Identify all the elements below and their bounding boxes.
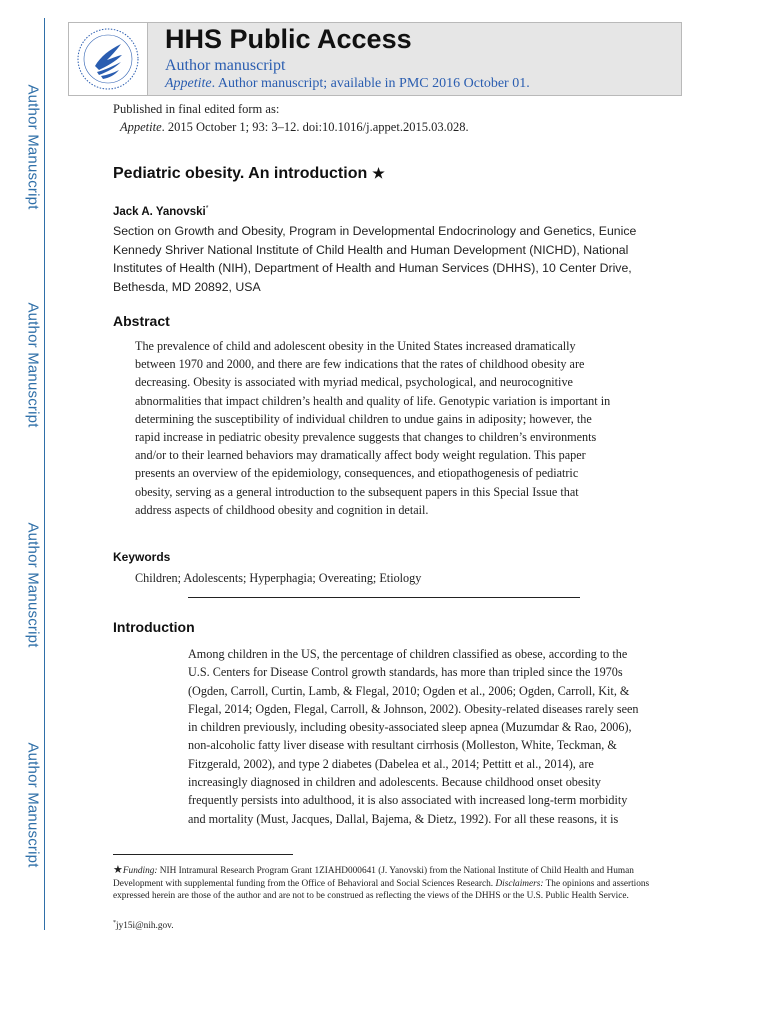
published-label: Published in final edited form as: xyxy=(113,102,280,116)
keywords-divider xyxy=(188,597,580,598)
abstract-line: between 1970 and 2000, and there are few indications that the rates of childhood obesity are xyxy=(135,357,585,372)
abstract-line: address aspects of childhood obesity and cognition in detail. xyxy=(135,502,429,517)
abstract-line: determining the susceptibility of individual children to undue gains in adiposity; however, the xyxy=(135,411,592,426)
publication-info xyxy=(113,100,469,136)
introduction-line: in children previously, including obesity-associated sleep apnea (Muzumdar & Rao, 2006), xyxy=(188,720,632,735)
introduction-line: Among children in the US, the percentage of children classified as obese, according to the xyxy=(188,647,628,661)
abstract-line: The prevalence of child and adolescent obesity in the United States increased dramatically xyxy=(135,339,576,353)
abstract-line: obesity, serving as a general introduction to the subsequent papers in this Special Issue that xyxy=(135,484,579,499)
hhs-header-banner xyxy=(68,22,682,96)
abstract-line: abnormalities that impact children’s health and quality of life. Genotypic variation is important in xyxy=(135,393,611,408)
hhs-public-access-title: HHS Public Access xyxy=(165,24,412,54)
title-footnote-marker[interactable]: ★ xyxy=(372,165,385,181)
affiliation-line: Bethesda, MD 20892, USA xyxy=(113,279,261,294)
keywords-list: Children; Adolescents; Hyperphagia; Overeating; Etiology xyxy=(135,571,422,585)
journal-availability: Appetite. Author manuscript; available in PMC 2016 October 01. xyxy=(165,76,530,91)
introduction-line: U.S. Centers for Disease Control growth standards, has more than tripled since the 1970s xyxy=(188,665,623,680)
abstract-line: presents an overview of the epidemiology, consequences, and etiopathogenesis of pediatric xyxy=(135,466,579,481)
hhs-logo xyxy=(69,23,148,95)
abstract-line: rapid increase in pediatric obesity prevalence suggests that changes to children’s environments xyxy=(135,430,597,445)
article-title: Pediatric obesity. An introduction ★ xyxy=(113,165,385,182)
introduction-body xyxy=(188,645,658,828)
affiliation-line: Kennedy Shriver National Institute of Child Health and Human Development (NICHD), National xyxy=(113,242,629,257)
email-footnote: *jy15i@nih.gov. xyxy=(113,920,174,932)
introduction-line: Fitzgerald, 2002), and type 2 diabetes (Dabelea et al., 2014; Pettitt et al., 2014), are xyxy=(188,756,594,771)
introduction-line: frequently persists into adulthood, it is also associated with increased long-term morbidity xyxy=(188,793,628,808)
introduction-line: Flegal, 2014; Ogden, Flegal, Carroll, & Johnson, 2002). Obesity-related diseases rarely seen xyxy=(188,701,639,716)
sidebar-divider xyxy=(44,18,45,930)
keywords-heading: Keywords xyxy=(113,550,171,564)
introduction-heading: Introduction xyxy=(113,619,195,635)
footnote-divider xyxy=(113,854,293,855)
abstract-heading: Abstract xyxy=(113,313,170,329)
affiliation-line: Section on Growth and Obesity, Program in Developmental Endocrinology and Genetics, Eunice xyxy=(113,224,637,238)
author-manuscript-subtitle: Author manuscript xyxy=(165,57,286,74)
hhs-eagle-seal-icon xyxy=(75,26,141,92)
author-footnote-marker[interactable]: * xyxy=(205,205,209,212)
affiliation-line: Institutes of Health (NIH), Department of Health and Human Services (DHHS), 10 Center Drive, xyxy=(113,261,632,275)
introduction-line: (Ogden, Carroll, Curtin, Lamb, & Flegal, 2010; Ogden et al., 2006; Ogden, Carroll, Kit, & xyxy=(188,683,630,698)
citation: Appetite. 2015 October 1; 93: 3–12. doi:10.1016/j.appet.2015.03.028. xyxy=(120,120,469,134)
introduction-line: non-alcoholic fatty liver disease with resultant cirrhosis (Molleston, White, Teckman, & xyxy=(188,738,617,753)
abstract-line: and/or to their learned behaviors may dramatically affect body weight regulation. This paper xyxy=(135,448,586,463)
funding-footnote-marker: ★ xyxy=(113,864,123,876)
author-name: Jack A. Yanovski* xyxy=(113,205,209,218)
funding-footnote: ★Funding: NIH Intramural Research Program Grant 1ZIAHD000641 (J. Yanovski) from the National Institute of Child Health and Human Development with supplemental funding from the Office of Behavioral and Social Sciences Research. Disclaimers: The opinions and assertions expressed herein are those of the author and are not to be construed as reflecting the views of the DHHS or the U.S. Public Health Service. xyxy=(113,864,650,901)
journal-name: Appetite xyxy=(165,76,212,91)
introduction-line: and mortality (Must, Jacques, Dallal, Bajema, & Dietz, 1992). For all these reasons, it is xyxy=(188,811,619,826)
introduction-line: increasingly diagnosed in children and adolescents. Because childhood onset obesity xyxy=(188,775,601,790)
abstract-line: decreasing. Obesity is associated with myriad medical, psychological, and neurocognitive xyxy=(135,375,573,390)
author-affiliation xyxy=(113,222,653,296)
author-email-link[interactable]: jy15i@nih.gov. xyxy=(116,921,174,932)
abstract-body xyxy=(135,337,615,519)
